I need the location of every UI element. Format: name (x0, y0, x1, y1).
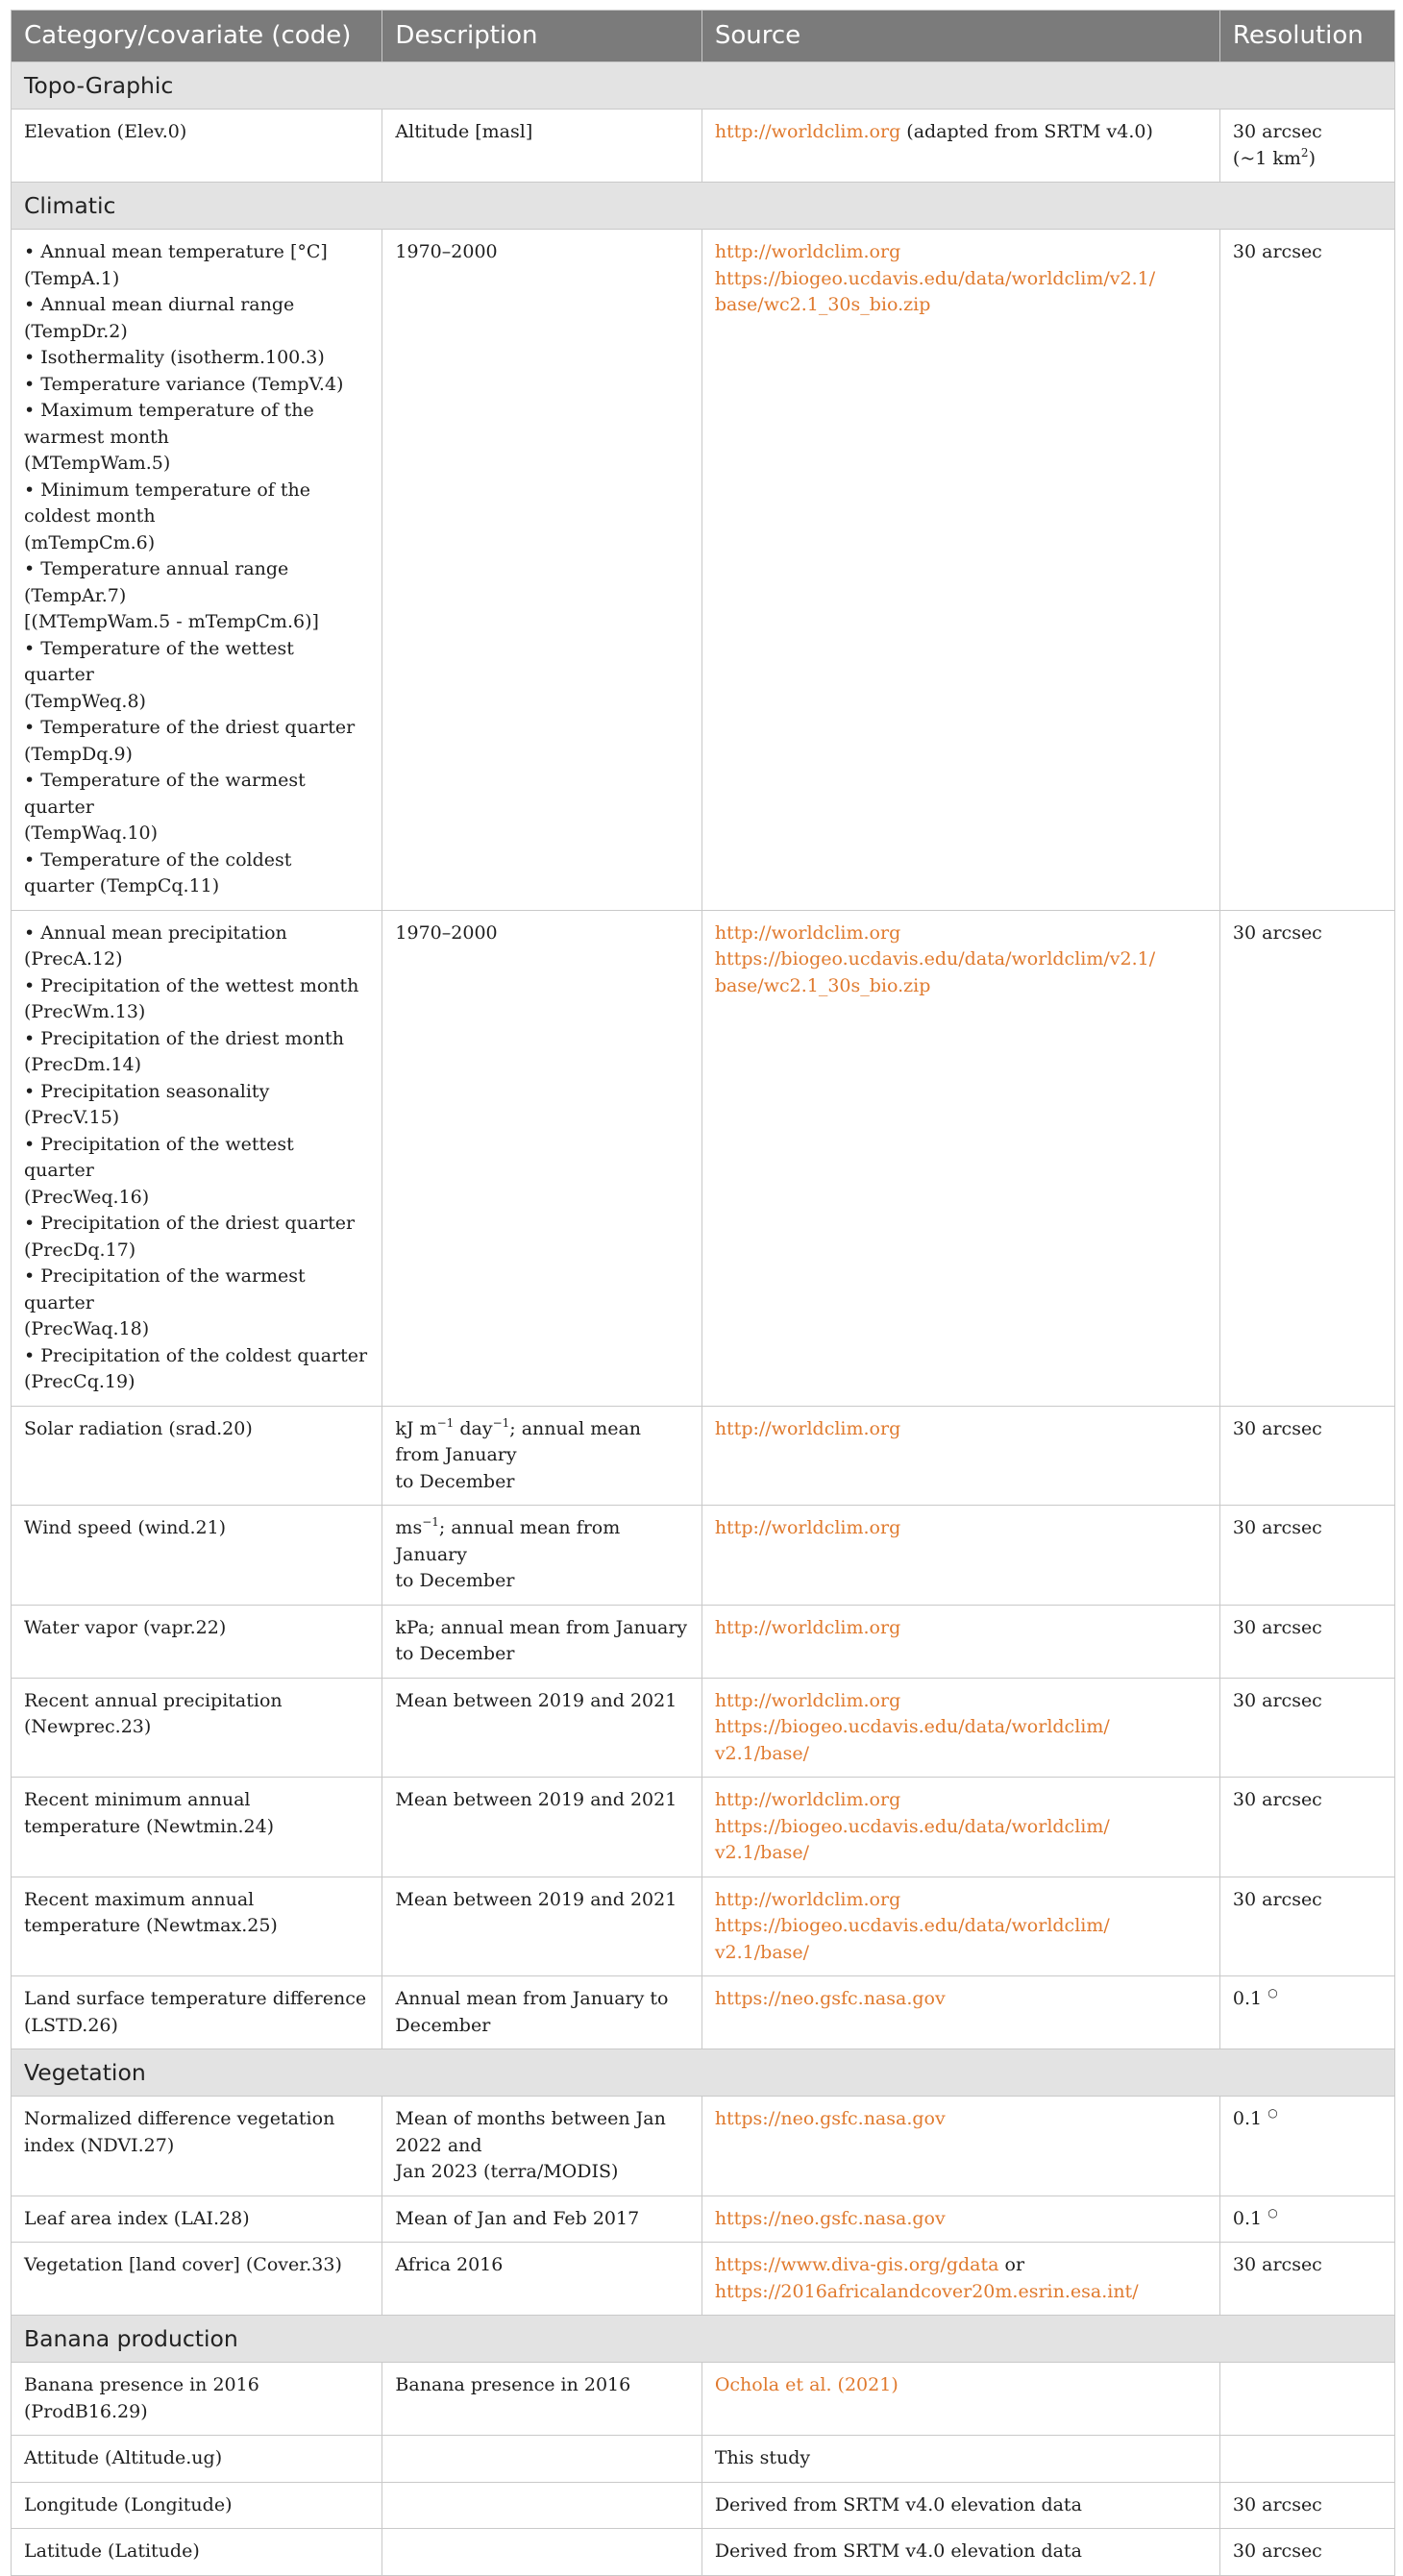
source-cell (702, 2097, 1219, 2196)
resolution-cell (1219, 2196, 1394, 2243)
covariate-cell (12, 110, 382, 183)
table-row (12, 2482, 1395, 2529)
covariate-cell (12, 230, 382, 911)
table-row (12, 2097, 1395, 2196)
table-row (12, 1976, 1395, 2049)
table-header-row (12, 11, 1395, 62)
covariate-cell (12, 2529, 382, 2576)
covariate-cell (12, 1678, 382, 1778)
resolution-cell (1219, 2097, 1394, 2196)
source-cell (702, 1877, 1219, 1976)
cell-line: kPa; annual mean from January (395, 1616, 688, 1638)
cell-line: • Precipitation of the driest quarter (PrecDq.17) (24, 1213, 356, 1261)
cell-line: Latitude (Latitude) (24, 2540, 200, 2562)
cell-line[interactable]: v2.1/base/ (714, 1742, 810, 1764)
cell-line: (PrecWeq.16) (24, 1186, 150, 1208)
degree-symbol: ○ (1268, 1986, 1278, 1999)
description-cell (382, 230, 702, 911)
cell-line: Altitude [masl] (395, 121, 533, 142)
cell-line: 30 arcsec (1232, 241, 1322, 262)
table-row (12, 1678, 1395, 1778)
cell-line: • Temperature of the coldest (24, 848, 292, 871)
covariate-cell (12, 1605, 382, 1678)
source-cell (702, 230, 1219, 911)
description-cell (382, 2243, 702, 2316)
cell-line[interactable]: https://biogeo.ucdavis.edu/data/worldclim/ (714, 1815, 1110, 1837)
category-label: Climatic (12, 183, 1395, 230)
cell-line[interactable]: http://worldclim.org (714, 1616, 901, 1638)
cell-line: 30 arcsec (1232, 1616, 1322, 1638)
cell-line: Land surface temperature difference (LSTD.26) (24, 1988, 367, 2036)
cell-line: 30 arcsec (1232, 2493, 1322, 2515)
cell-line: • Temperature annual range (TempAr.7) (24, 558, 289, 606)
cell-line: 30 arcsec (1232, 921, 1322, 944)
cell-line: Attitude (Altitude.ug) (24, 2447, 223, 2468)
covariate-cell (12, 1506, 382, 1606)
cell-line: • Precipitation of the driest month (PrecDm.14) (24, 1027, 344, 1075)
header-description: Description (382, 11, 702, 62)
source-cell (702, 910, 1219, 1406)
table-row (12, 1877, 1395, 1976)
resolution-value: 0.1 (1232, 2108, 1268, 2129)
covariate-cell (12, 2482, 382, 2529)
cell-line: 1970–2000 (395, 241, 498, 262)
cell-line: quarter (TempCq.11) (24, 875, 220, 896)
cell-line: 30 arcsec (1232, 1517, 1322, 1538)
degree-symbol: ○ (1268, 2106, 1278, 2120)
cell-line: • Temperature of the warmest quarter (24, 770, 306, 818)
description-cell (382, 110, 702, 183)
resolution-superscript: 2 (1300, 145, 1309, 159)
cell-line: 30 arcsec (1232, 2540, 1322, 2562)
cell-line: Recent minimum annual (24, 1789, 251, 1810)
description-cell (382, 1778, 702, 1877)
category-row-climatic (12, 183, 1395, 230)
resolution-close: ) (1308, 147, 1316, 169)
cell-line: • Precipitation of the wettest quarter (24, 1133, 294, 1181)
cell-line: • Temperature variance (TempV.4) (24, 373, 344, 395)
cell-line[interactable]: https://biogeo.ucdavis.edu/data/worldclim/v2.1/ (714, 948, 1156, 969)
cell-line[interactable]: http://worldclim.org (714, 241, 901, 262)
cell-line: Longitude (Longitude) (24, 2493, 233, 2515)
cell-line[interactable]: https://neo.gsfc.nasa.gov (714, 1988, 946, 2009)
header-covariate: Category/covariate (code) (12, 11, 382, 62)
source-cell (702, 1506, 1219, 1606)
category-label: Topo-Graphic (12, 62, 1395, 110)
cell-line[interactable]: base/wc2.1_30s_bio.zip (714, 294, 931, 315)
covariate-cell (12, 2363, 382, 2436)
cell-line: [(MTempWam.5 - mTempCm.6)] (24, 611, 319, 632)
table-row (12, 2363, 1395, 2436)
description-cell (382, 2196, 702, 2243)
source-link[interactable]: http://worldclim.org (714, 121, 901, 142)
desc-unit: kJ m (395, 1417, 437, 1439)
cell-line: Derived from SRTM v4.0 elevation data (714, 2540, 1082, 2562)
source-cell (702, 1678, 1219, 1778)
covariate-cell (12, 2196, 382, 2243)
cell-line[interactable]: https://neo.gsfc.nasa.gov (714, 2108, 946, 2129)
cell-line: • Annual mean precipitation (PrecA.12) (24, 921, 287, 969)
resolution-cell (1219, 1506, 1394, 1606)
cell-line: Mean of Jan and Feb 2017 (395, 2207, 640, 2229)
source-cell (702, 1778, 1219, 1877)
cell-line: 30 arcsec (1232, 1888, 1322, 1910)
description-cell (382, 1976, 702, 2049)
resolution-value: 0.1 (1232, 2207, 1268, 2229)
header-resolution: Resolution (1219, 11, 1394, 62)
resolution-approx: (~1 km (1232, 147, 1301, 169)
desc-unit-day: day (454, 1417, 493, 1439)
category-row-vegetation (12, 2049, 1395, 2097)
covariate-cell (12, 1877, 382, 1976)
cell-line: Leaf area index (LAI.28) (24, 2207, 250, 2229)
description-cell (382, 1877, 702, 1976)
covariate-cell (12, 1976, 382, 2049)
table-row (12, 910, 1395, 1406)
description-cell (382, 2363, 702, 2436)
table-row (12, 2196, 1395, 2243)
cell-line: 30 arcsec (1232, 1689, 1322, 1711)
cell-line: • Temperature of the wettest quarter (24, 637, 294, 685)
cell-line: Recent annual precipitation (Newprec.23) (24, 1689, 283, 1737)
cell-line: • Minimum temperature of the coldest month (24, 478, 310, 527)
resolution-cell (1219, 1778, 1394, 1877)
cell-line: temperature (Newtmin.24) (24, 1815, 275, 1837)
cell-line: 1970–2000 (395, 921, 498, 944)
description-cell (382, 1506, 702, 1606)
category-label: Vegetation (12, 2049, 1395, 2097)
source-cell (702, 2363, 1219, 2436)
covariate-cell (12, 1778, 382, 1877)
cell-line: (MTempWam.5) (24, 453, 171, 474)
resolution-cell (1219, 1678, 1394, 1778)
covariate-cell (12, 2243, 382, 2316)
resolution-cell (1219, 230, 1394, 911)
resolution-cell (1219, 910, 1394, 1406)
source-cell (702, 1605, 1219, 1678)
cell-line[interactable]: v2.1/base/ (714, 1941, 810, 1963)
resolution-cell (1219, 2363, 1394, 2436)
cell-line: Normalized difference vegetation (24, 2108, 335, 2129)
cell-line: (TempWeq.8) (24, 690, 146, 712)
description-cell (382, 2097, 702, 2196)
covariate-cell (12, 2097, 382, 2196)
description-cell (382, 910, 702, 1406)
resolution-cell (1219, 2436, 1394, 2483)
cell-line[interactable]: base/wc2.1_30s_bio.zip (714, 974, 931, 996)
cell-line[interactable]: http://worldclim.org (714, 1789, 901, 1810)
desc-text-line2: to December (395, 1470, 515, 1492)
table-row (12, 1605, 1395, 1678)
cell-line: Solar radiation (srad.20) (24, 1417, 253, 1439)
source-cell (702, 2529, 1219, 2576)
desc-superscript: −1 (436, 1415, 455, 1430)
cell-line: Annual mean from January to December (395, 1988, 669, 2036)
source-link[interactable]: https://www.diva-gis.org/gdata (714, 2254, 999, 2275)
table-row (12, 2436, 1395, 2483)
cell-line: This study (714, 2447, 811, 2468)
cell-line: Banana presence in 2016 (395, 2374, 631, 2395)
cell-line: Mean between 2019 and 2021 (395, 1689, 677, 1711)
cell-line: • Precipitation of the coldest quarter (PrecCq.19) (24, 1344, 368, 1392)
description-cell (382, 2436, 702, 2483)
cell-line: temperature (Newtmax.25) (24, 1915, 278, 1936)
cell-line: • Precipitation of the wettest month (PrecWm.13) (24, 974, 359, 1022)
cell-line: 30 arcsec (1232, 2254, 1322, 2275)
resolution-cell (1219, 1605, 1394, 1678)
degree-symbol: ○ (1268, 2205, 1278, 2220)
table-row (12, 230, 1395, 911)
covariate-cell (12, 2436, 382, 2483)
cell-line: Water vapor (vapr.22) (24, 1616, 227, 1638)
cell-line[interactable]: http://worldclim.org (714, 921, 901, 944)
category-row-banana (12, 2316, 1395, 2363)
resolution-cell (1219, 2482, 1394, 2529)
desc-text-line2: to December (395, 1570, 515, 1591)
source-cell (702, 2243, 1219, 2316)
covariate-cell (12, 1406, 382, 1506)
cell-line[interactable]: https://biogeo.ucdavis.edu/data/worldclim/ (714, 1915, 1110, 1936)
resolution-cell (1219, 2529, 1394, 2576)
cell-line: Wind speed (wind.21) (24, 1517, 227, 1538)
cell-line: • Maximum temperature of the warmest month (24, 400, 314, 448)
cell-line[interactable]: https://biogeo.ucdavis.edu/data/worldclim/v2.1/ (714, 267, 1156, 289)
description-cell (382, 1406, 702, 1506)
cell-line[interactable]: Ochola et al. (2021) (714, 2374, 898, 2395)
category-row-topo (12, 62, 1395, 110)
cell-line[interactable]: https://neo.gsfc.nasa.gov (714, 2207, 946, 2229)
description-cell (382, 2529, 702, 2576)
desc-unit: ms (395, 1517, 423, 1538)
covariates-table (11, 10, 1395, 2576)
cell-line: 30 arcsec (1232, 1417, 1322, 1439)
cell-line: index (NDVI.27) (24, 2134, 175, 2156)
cell-line[interactable]: https://biogeo.ucdavis.edu/data/worldclim/ (714, 1716, 1110, 1737)
source-cell (702, 2436, 1219, 2483)
resolution-cell (1219, 1406, 1394, 1506)
cell-line: • Isothermality (isotherm.100.3) (24, 347, 325, 368)
source-cell (702, 1406, 1219, 1506)
cell-line[interactable]: http://worldclim.org (714, 1689, 901, 1711)
resolution-value: 0.1 (1232, 1988, 1268, 2009)
table-row (12, 2243, 1395, 2316)
table-row (12, 2529, 1395, 2576)
cell-line[interactable]: v2.1/base/ (714, 1842, 810, 1863)
cell-line: Africa 2016 (395, 2254, 504, 2275)
resolution-cell (1219, 1976, 1394, 2049)
source-conjunction: or (998, 2254, 1025, 2275)
cell-line: (TempWaq.10) (24, 822, 159, 844)
table-row (12, 110, 1395, 183)
source-cell (702, 1976, 1219, 2049)
header-source: Source (702, 11, 1219, 62)
table-row (12, 1778, 1395, 1877)
resolution-cell (1219, 110, 1394, 183)
cell-line: Elevation (Elev.0) (24, 121, 187, 142)
cell-line: Mean of months between Jan 2022 and (395, 2108, 666, 2156)
cell-line[interactable]: http://worldclim.org (714, 1517, 901, 1538)
cell-line: • Temperature of the driest quarter (TempDq.9) (24, 717, 356, 765)
resolution-cell (1219, 2243, 1394, 2316)
source-cell (702, 2196, 1219, 2243)
cell-line: • Precipitation seasonality (PrecV.15) (24, 1080, 270, 1128)
cell-line: Mean between 2019 and 2021 (395, 1888, 677, 1910)
cell-line: • Annual mean diurnal range (TempDr.2) (24, 294, 295, 342)
table-row (12, 1506, 1395, 1606)
resolution-value: 30 arcsec (1232, 121, 1322, 142)
description-cell (382, 2482, 702, 2529)
cell-line[interactable]: http://worldclim.org (714, 1888, 901, 1910)
cell-line: Jan 2023 (terra/MODIS) (395, 2161, 619, 2182)
cell-line: Vegetation [land cover] (Cover.33) (24, 2254, 342, 2275)
cell-line: Derived from SRTM v4.0 elevation data (714, 2493, 1082, 2515)
category-label: Banana production (12, 2316, 1395, 2363)
description-cell (382, 1678, 702, 1778)
desc-superscript: −1 (492, 1415, 510, 1430)
cell-line: (PrecWaq.18) (24, 1318, 150, 1339)
cell-line: (mTempCm.6) (24, 531, 156, 553)
source-cell (702, 110, 1219, 183)
cell-line: • Annual mean temperature [°C] (TempA.1) (24, 241, 328, 289)
source-link[interactable]: https://2016africalandcover20m.esrin.esa.int/ (714, 2280, 1139, 2302)
source-cell (702, 2482, 1219, 2529)
description-cell (382, 1605, 702, 1678)
cell-line: Banana presence in 2016 (ProdB16.29) (24, 2374, 259, 2422)
source-note: (adapted from SRTM v4.0) (900, 121, 1153, 142)
cell-line: to December (395, 1643, 515, 1664)
cell-line: 30 arcsec (1232, 1789, 1322, 1810)
cell-line: Recent maximum annual (24, 1888, 255, 1910)
cell-line: • Precipitation of the warmest quarter (24, 1265, 306, 1313)
desc-text: ; annual mean from January (395, 1417, 642, 1465)
covariate-cell (12, 910, 382, 1406)
desc-text: ; annual mean from January (395, 1517, 621, 1565)
cell-line: Mean between 2019 and 2021 (395, 1789, 677, 1810)
resolution-cell (1219, 1877, 1394, 1976)
desc-superscript: −1 (422, 1515, 439, 1529)
table-row (12, 1406, 1395, 1506)
cell-line[interactable]: http://worldclim.org (714, 1417, 901, 1439)
